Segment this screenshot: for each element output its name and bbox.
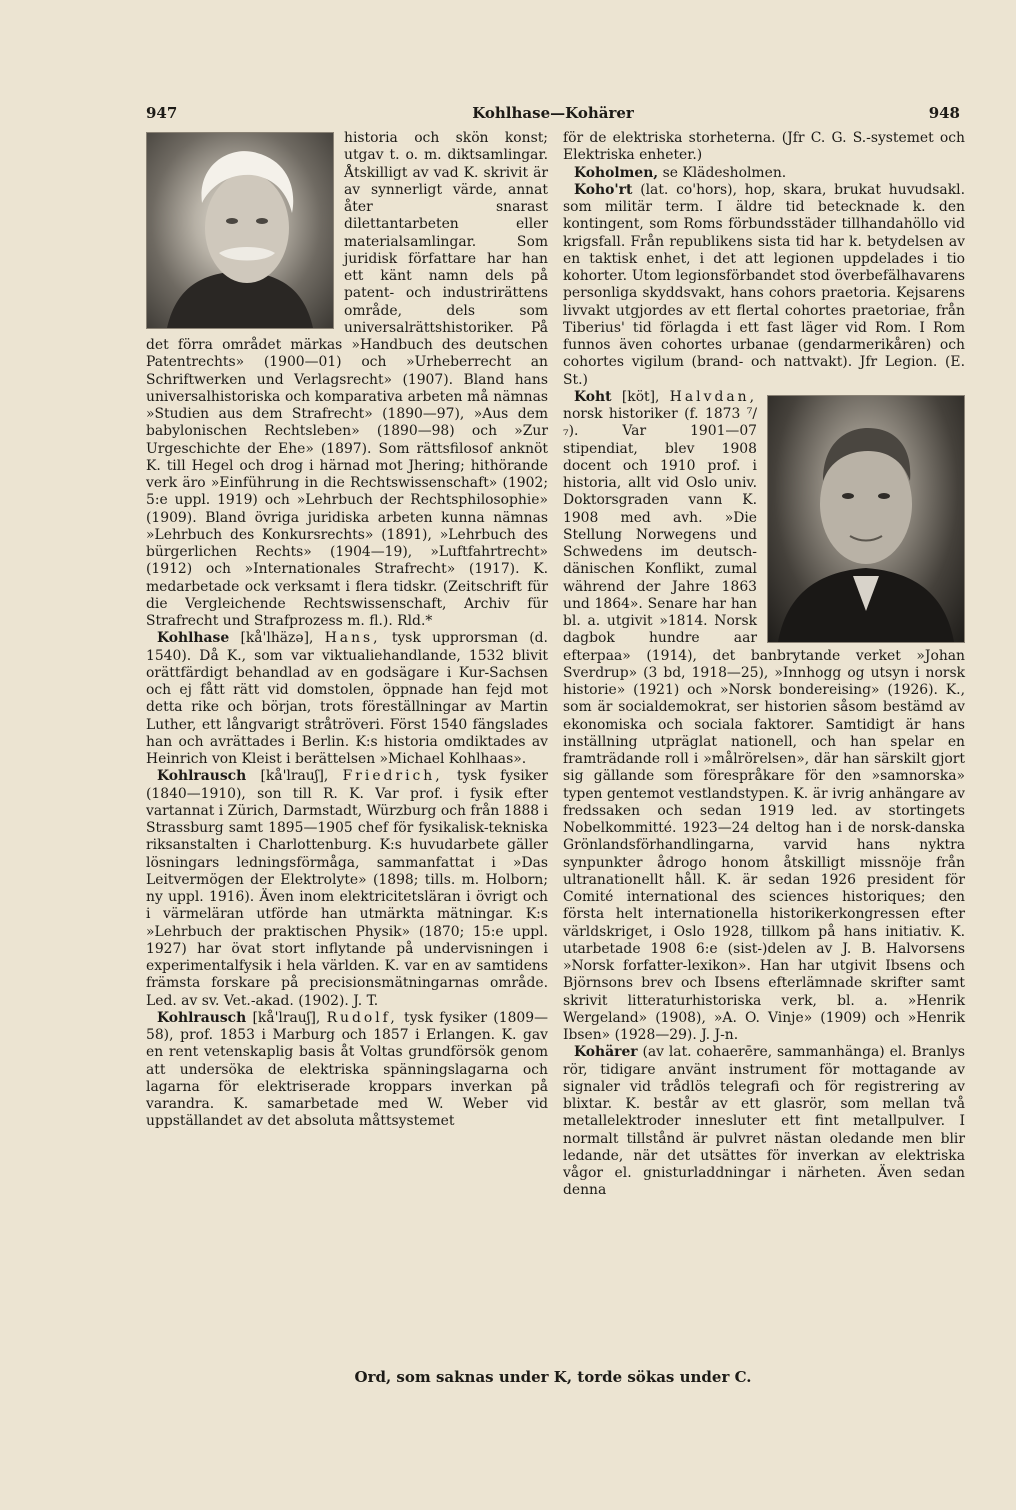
page-header (146, 104, 960, 126)
signature: Rld.* (397, 613, 433, 629)
entry-kohlrausch-friedrich: Kohlrausch [kå'lrauʃ], Friedrich, tysk fysiker (1840—1910), son till R. K. Var prof. i fysik efter vartannat i Zürich, Darmstadt, Würzburg och från 1888 i Strassburg samt 1895—1905 chef för fysikalisk-tekniska riksanstalten i Charlottenburg. K:s huvudarbete gäller lösningars ledningsförmåga, sammanfattat i »Das Leitvermögen der Elektrolyte» (1898; tills. m. Holborn; ny uppl. 1916). Även inom elektricitetsläran i övrigt och i värmeläran utförde han utmärkta mätningar. K:s »Lehrbuch der praktischen Physik» (1870; 15:e uppl. 1927) har övat stort inflytande på undervisningen i experimentalfysik i hela världen. K. var en av samtidens främsta forskare på precisionsmätningarnas område. Led. av sv. Vet.-akad. (1902). J. T. (146, 768, 549, 1009)
entry-kohlhase: Kohlhase [kå'lhäzə], Hans, tysk upprorsman (d. 1540). Då K., som var viktualiehandlande, 1532 blivit orättfärdigt behandlad av en godsägare i Kur-Sachsen och ej fått rätt vid domstolen, öppnade han fejd mot detta rike och början, trots föreställningar av Martin Luther, ett långvarigt stråtröveri. Först 1540 fängslades han och avrättades i Berlin. K:s historia omdiktades av Heinrich von Kleist i berättelsen »Michael Kohlhaas». (146, 630, 548, 767)
entry-headword: Kohlrausch (157, 1009, 247, 1026)
entry-headword: Koholmen, (574, 164, 659, 181)
signature: J. T. (353, 992, 379, 1009)
page-number-right: 948 (928, 104, 960, 122)
entry-headword: Kohärer (574, 1044, 638, 1061)
page-footer-note: Ord, som saknas under K, torde sökas under C. (354, 1368, 752, 1386)
entry-headword: Koho'rt (574, 181, 633, 198)
portrait-figure-icon (147, 133, 333, 328)
entry-koht: Koht [köt], Halvdan, norsk historiker (f. 1873 ⁷/₇). Var 1901—07 stipendiat, blev 1908 docent och 1910 prof. i historia, allt vid Oslo univ. Doktorsgraden vann K. 1908 med avh. »Die Stellung Norwegens und Schwedens im deutsch-dänischen Konflikt, zumal während der Jahre 1863 und 1864». Senare har han bl. a. utgivit »1814. Norsk dagbok hundre aar efterpaa» (1914), det banbrytande verket »Johan Sverdrup» (3 bd, 1918—25), »Innhogg og utsyn i norsk historie» (1921) och »Norsk bondereising» (1926). K., som är socialdemokrat, ser historien såsom bestämd av ekonomiska och sociala faktorer. Samtidigt är hans inställning utpräglat nationell, och han spelar en framträdande roll i »målrörelsen», där han särskilt gjort sig gällande som förespråkare för den »samnorska» typen gentemot vestlandstypen. K. är ivrig anhängare av fredssaken och sedan 1919 led. av stortingets Nobelkommitté. 1923—24 deltog han i de norsk-danska Grönlandsförhandlingarna, varvid hans nyktra synpunkter ådrogo honom åtskilligt missnöje från ultranationellt håll. K. är sedan 1926 president för Comité international des sciences historiques; den första helt internationella historikerkongressen efter världskriget, i Oslo 1928, tillkom på hans initiativ. K. utarbetade 1908 6:e (sist-)delen av J. B. Halvorsens »Norsk forfatter-lexikon». Han har utgivit Ibsens och Björnsons brev och Ibsens efterlämnade skrifter samt skrivit litteraturhistoriska verk, bl. a. »Henrik Wergeland» (1908), »A. O. Vinje» (1909) och »Henrik Ibsen» (1928—29). J. J-n. (563, 388, 965, 1043)
entry-kohort: Koho'rt (lat. co'hors), hop, skara, brukat huvudsakl. som militär term. I äldre tid betecknade k. den kontingent, som Roms förbundsstäder tillhandahöllo vid krigsfall. Från republikens sista tid har k. betydelsen av en taktisk enhet, i det att legionen uppdelades i tio kohorter. Utom legionsförbandet stod överbefälhavarens personliga skyddsvakt, hans cohors praetoria. Kejsarens livvakt utgjordes av ett flertal cohortes praetoriae, från Tiberius' tid förlagda i ett fast läger vid Rom. I Rom funnos även cohortes urbanae (gendarmerikåren) och cohortes vigilum (brand- och nattvakt). Jfr Legion. (E. St.) (563, 181, 965, 388)
running-title: Kohlhase—Kohärer (472, 104, 634, 122)
portrait-photo-kohler (146, 132, 334, 329)
entry-headword: Kohlhase (157, 630, 230, 647)
entry-koholmen: Koholmen, se Klädesholmen. (574, 164, 787, 181)
entry-headword: Kohlrausch (157, 768, 247, 785)
entry-koharer: Kohärer (av lat. cohaerēre, sammanhänga) el. Branlys rör, tidigare använt instrument för mottagande av signaler vid trådlös telegrafi och för registrering av blixtar. K. består av ett glasrör, som mellan två metallelektroder innesluter ett fint metallpulver. I normalt tillstånd är pulvret nästan oledande men blir ledande, när det utsättes för inverkan av elektriska vågor el. gnisturladdningar i närheten. Även sedan denna (563, 1044, 965, 1199)
continued-entry-text: historia och skön konst; utgav t. o. m. diktsamlingar. Åtskilligt av vad K. skrivit är av synnerligt värde, annat åter snarast dilettantarbeten eller materialsamlingar. Som juridisk författare har han ett känt namn dels på patent- och industrirättens område, dels som universalrättshistoriker. På det förra området märkas »Handbuch des deutschen Patentrechts» (1900—01) och »Urheberrecht an Schriftwerken und Verlagsrecht» (1907). Bland hans universalhistoriska och komparativa arbeten må nämnas »Studien aus dem Strafrecht» (1890—97), »Aus dem babylonischen Rechtsleben» (1890—98) och »Zur Urgeschichte der Ehe» (1897). Som rättsfilosof anknöt K. till Hegel och drog i härnad mot Jhering; hithörande verk äro »Einführung in die Rechtswissenschaft» (1902; 5:e uppl. 1919) och »Lehrbuch der Rechtsphilosophie» (1909). Bland övriga juridiska arbeten kunna nämnas »Lehrbuch des Konkursrechts» (1891), »Lehrbuch des bürgerlichen Rechts» (1904—19), »Luftfahrtrecht» (1912) och »Internationales Strafrecht» (1917). K. medarbetade ock verksamt i flera tidskr. (Zeitschrift für die Vergleichende Rechtswissenschaft, Archiv für Strafrecht und Strafprozess m. fl.). Rld.* (146, 130, 548, 629)
page-number-left: 947 (146, 104, 178, 122)
portrait-figure-icon (768, 396, 964, 642)
signature: J. J-n. (701, 1027, 739, 1043)
portrait-photo-koht (767, 395, 965, 643)
signature: (E. St.) (563, 354, 965, 388)
right-column (563, 130, 965, 1200)
left-column (146, 130, 548, 1131)
entry-headword: Koht (574, 388, 612, 405)
entry-kohlrausch-rudolf: Kohlrausch [kå'lrauʃ], Rudolf, tysk fysiker (1809—58), prof. 1853 i Marburg och 1857 i Erlangen. K. gav en rent vetenskaplig basis åt Voltas grundförsök genom att undersöka de elektriska spänningslagarna och lagarna för elektriserade kroppars inverkan på varandra. K. samarbetade med W. Weber vid uppställandet av det absoluta måttsystemet (146, 1009, 548, 1130)
continued-entry-text: för de elektriska storheterna. (Jfr C. G. S.-systemet och Elektriska enheter.) (563, 130, 965, 164)
